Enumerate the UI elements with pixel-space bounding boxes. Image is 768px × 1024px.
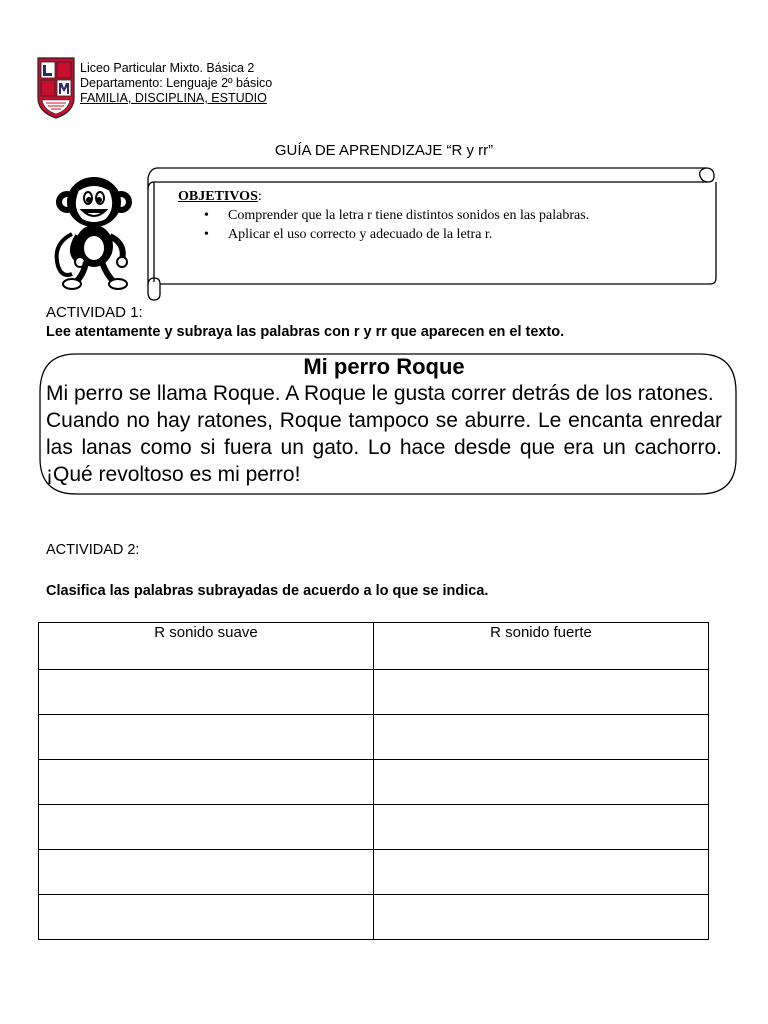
table-row	[39, 895, 709, 940]
objectives-heading	[178, 188, 668, 205]
activity-2-label: ACTIVIDAD 2:	[46, 542, 140, 558]
column-header-strong-r: R sonido fuerte	[374, 623, 709, 670]
answer-cell[interactable]	[39, 850, 374, 895]
school-name: Liceo Particular Mixto. Básica 2	[80, 61, 255, 75]
objectives-box	[178, 188, 668, 245]
guide-title: GUÍA DE APRENDIZAJE “R y rr”	[274, 142, 494, 159]
answer-cell[interactable]	[374, 670, 709, 715]
table-row	[39, 760, 709, 805]
answer-cell[interactable]	[39, 715, 374, 760]
table-row	[39, 805, 709, 850]
story-text	[46, 380, 722, 488]
monkey-illustration	[50, 174, 146, 292]
answer-cell[interactable]	[374, 805, 709, 850]
activity-2-instruction: Clasifica las palabras subrayadas de acuerdo a lo que se indica.	[46, 583, 489, 599]
answer-cell[interactable]	[374, 850, 709, 895]
table-header-row	[39, 623, 709, 670]
answer-cell[interactable]	[39, 760, 374, 805]
department-line: Departamento: Lenguaje 2º básico	[80, 76, 273, 90]
activity-1-instruction: Lee atentamente y subraya las palabras con r y rr que aparecen en el texto.	[46, 324, 565, 340]
story-paragraph: Cuando no hay ratones, Roque tampoco se aburre. Le encanta enredar las lanas como si fuera un gato. Lo hace desde que era un cachorro. ¡Qué revoltoso es mi perro!	[46, 409, 722, 486]
table-row	[39, 715, 709, 760]
answer-cell[interactable]	[39, 670, 374, 715]
classification-table	[38, 622, 709, 940]
column-header-soft-r: R sonido suave	[39, 623, 374, 670]
objective-item: • Aplicar el uso correcto y adecuado de la letra r.	[228, 226, 668, 243]
answer-cell[interactable]	[39, 895, 374, 940]
objectives-title: OBJETIVOS	[178, 189, 258, 204]
answer-cell[interactable]	[374, 895, 709, 940]
table-row	[39, 850, 709, 895]
story-title: Mi perro Roque	[303, 354, 465, 379]
objectives-colon: :	[257, 189, 262, 204]
answer-cell[interactable]	[374, 760, 709, 805]
activity-1-label: ACTIVIDAD 1:	[46, 304, 143, 321]
school-motto: FAMILIA, DISCIPLINA, ESTUDIO	[80, 91, 267, 105]
answer-cell[interactable]	[39, 805, 374, 850]
story-paragraph: Mi perro se llama Roque. A Roque le gusta correr detrás de los ratones.	[46, 382, 714, 405]
objectives-list	[178, 207, 668, 243]
objective-item: • Comprender que la letra r tiene distintos sonidos en las palabras.	[228, 207, 668, 224]
answer-cell[interactable]	[374, 715, 709, 760]
school-crest-logo	[34, 54, 78, 120]
table-row	[39, 670, 709, 715]
